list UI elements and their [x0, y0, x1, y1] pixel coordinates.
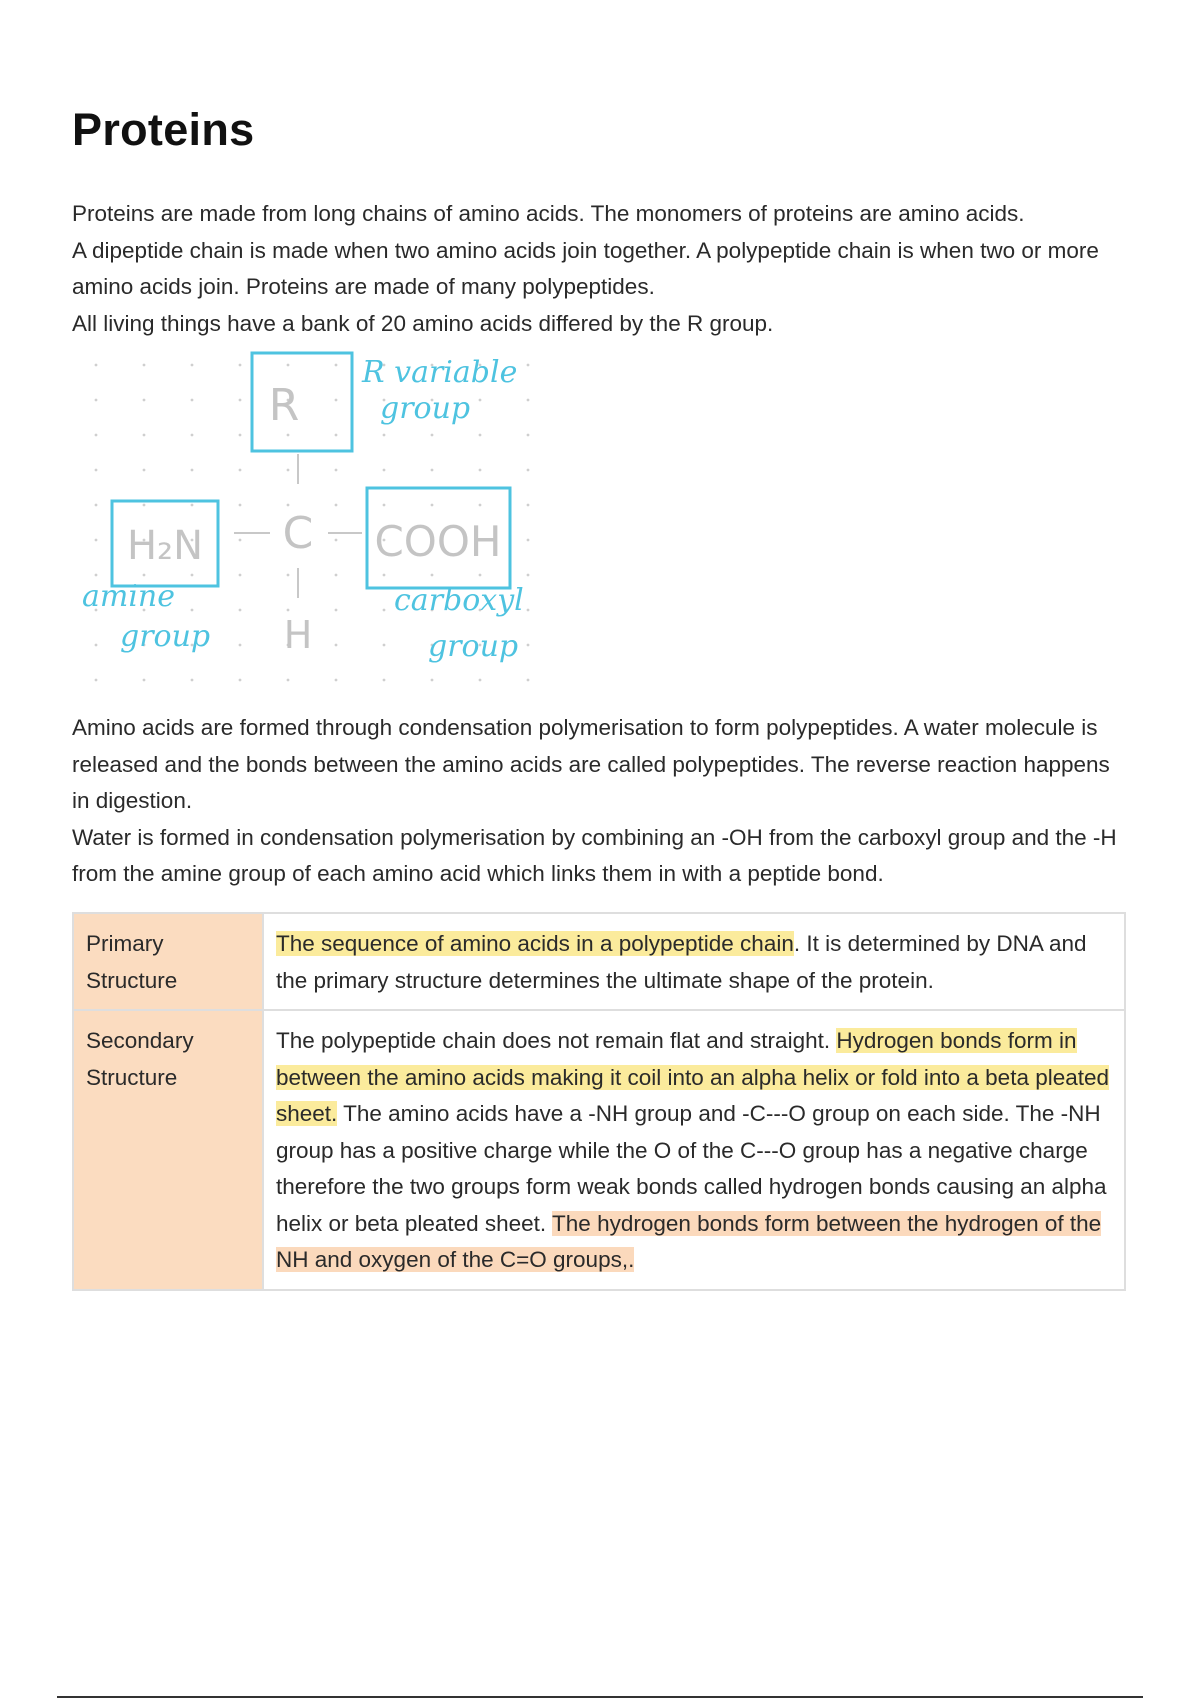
amine-note-line-1: amine	[82, 579, 176, 614]
hydrogen-symbol: H	[283, 613, 313, 657]
highlight-yellow: The sequence of amino acids in a polypeptide chain	[276, 931, 794, 956]
intro-line-3: All living things have a bank of 20 amino acids differed by the R group.	[72, 310, 774, 336]
table-row	[73, 913, 1125, 1010]
protein-structure-table	[72, 912, 1126, 1291]
intro-paragraph	[72, 196, 1132, 342]
row-label-secondary: Secondary Structure	[73, 1010, 263, 1290]
row-body-secondary	[263, 1010, 1125, 1290]
carboxyl-formula: COOH	[374, 517, 502, 566]
table-row	[73, 1010, 1125, 1290]
r-note-line-1: R variable	[362, 355, 518, 390]
page-title: Proteins	[72, 104, 255, 155]
row-body-primary	[263, 913, 1125, 1010]
footer-rule	[57, 1696, 1143, 1698]
condensation-paragraph	[72, 710, 1132, 893]
condensation-line-2: Water is formed in condensation polymerisation by combining an -OH from the carboxyl group and the -H from the amine group of each amino acid which links them in with a peptide bond.	[72, 824, 1117, 886]
body-text: . It is determined by DNA and the primary structure determines the ultimate shape of the protein.	[276, 931, 1087, 993]
amine-formula: H₂N	[126, 523, 204, 569]
body-text: The amino acids have a -NH group and -C---O group on each side. The -NH group has a positive charge while the O of the C---O group has a negative charge therefore the two groups form weak bonds called hydrogen bonds causing an alpha helix or beta pleated sheet.	[276, 1101, 1107, 1236]
carbon-symbol: C	[282, 508, 314, 559]
body-text: The polypeptide chain does not remain flat and straight.	[276, 1028, 837, 1053]
carboxyl-note-line-2: group	[428, 629, 519, 664]
r-note-line-2: group	[380, 391, 471, 426]
amino-acid-diagram	[72, 348, 572, 708]
highlight-yellow: Hydrogen bonds form in between the amino acids making it coil into an alpha helix or fold into a beta pleated sheet.	[276, 1028, 1110, 1126]
amine-note-line-2: group	[120, 619, 211, 654]
row-label-primary: Primary Structure	[73, 913, 263, 1010]
r-symbol: R	[268, 380, 300, 431]
intro-line-2: A dipeptide chain is made when two amino acids join together. A polypeptide chain is when two or more amino acids join. Proteins are made of many polypeptides.	[72, 237, 1099, 299]
intro-line-1: Proteins are made from long chains of amino acids. The monomers of proteins are amino acids.	[72, 201, 1025, 226]
carboxyl-note-line-1: carboxyl	[394, 583, 524, 618]
highlight-orange: The hydrogen bonds form between the hydrogen of the NH and oxygen of the C=O groups,.	[276, 1210, 1102, 1272]
condensation-line-1: Amino acids are formed through condensation polymerisation to form polypeptides. A water molecule is released and the bonds between the amino acids are called polypeptides. The reverse reaction happens in digestion.	[72, 715, 1110, 813]
